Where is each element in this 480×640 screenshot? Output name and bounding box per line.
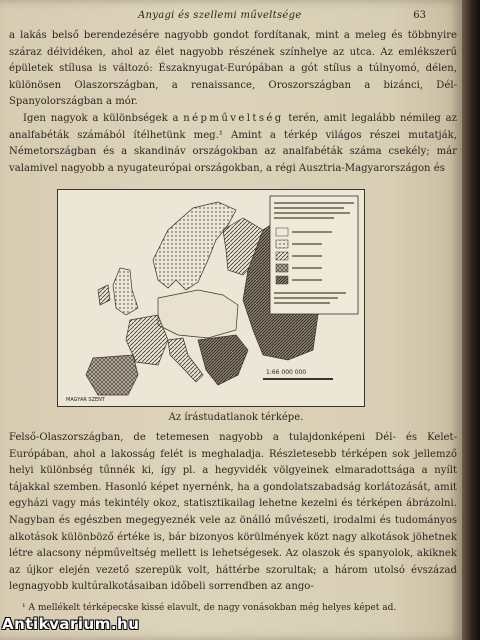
emphasized-term: népműveltség [183,112,284,124]
watermark-logo: Antikvarium.hu [2,615,140,633]
footnote: ¹ A mellékelt térképecske kissé elavult, de nagy vonásokban még helyes képet ad. [22,603,397,613]
paragraph: a lakás belső berendezésére nagyobb gondot fordítanak, mint a meleg és többnyire száraz délvidéken, ahol az élet nagyobb részének színhelye az utca. Az emlékszerű épületek stílusa is változó: Északnyugat-Európában a gót stílus a túlnyomó, délen, különösen Olaszországban, a renaissance, Oroszországban a bizánci, Dél-Spanyolországban a mór. [9,30,457,108]
illiteracy-map [57,189,365,407]
page-number: 63 [413,10,426,21]
body-text-bottom [9,430,457,596]
map-credit: MAGYAR SZENT [66,397,105,403]
map-scale: 1:66 000 000 [266,369,307,376]
running-header [20,10,440,24]
book-edge [462,0,480,640]
paragraph: Felső-Olaszországban, de tetemesen nagyobb a tulajdonképeni Dél- és Kelet-Európában, ahol a lakosság felét is meghaladja. Részletesebb térképen sok jellemző helyi különbség tűnnék ki, így pl. a hegyvidék völgyeinek elmaradottsága a nyílt tájakkal szemben. Hasonló képet nyernénk, ha a gondolatszabadság korlátozását, amit egyházi vagy más tekintély okoz, statisztikailag lehetne kezelni és térképen ábrázolni. Nagyban és egészben megegyeznék vele az önálló művészeti, irodalmi és tudományos alkotások különböző értéke is, bár bizonyos körülmények közt nagy alkotások jöhetnek létre alacsony népműveltség mellett is lehetségesek. Az olaszok és spanyolok, akiknek az újkor elején vezető szerepük volt, háttérbe szorultak; a három utolsó évszázad legnagyobb kultúralkotásaiban időbeli sorrendben az ango- [9,432,457,593]
header-title: Anyagi és szellemi műveltsége [138,10,302,21]
figure-caption: Az írástudatlanok térképe. [168,412,304,423]
paragraph-literacy: Igen nagyok a különbségek a népműveltség terén, amit legalább némileg az analfabéták számából ítélhetünk meg.¹ Amint a térkép világos részei mutatják, Németországban és a skandináv országokban az analfabéták száma csekély; már valamivel nagyobb a nyugateurópai országokban, a régi Ausztria-Magyarországon és [9,112,457,174]
europe-map-graphic [58,190,364,406]
body-text-top [9,28,457,177]
